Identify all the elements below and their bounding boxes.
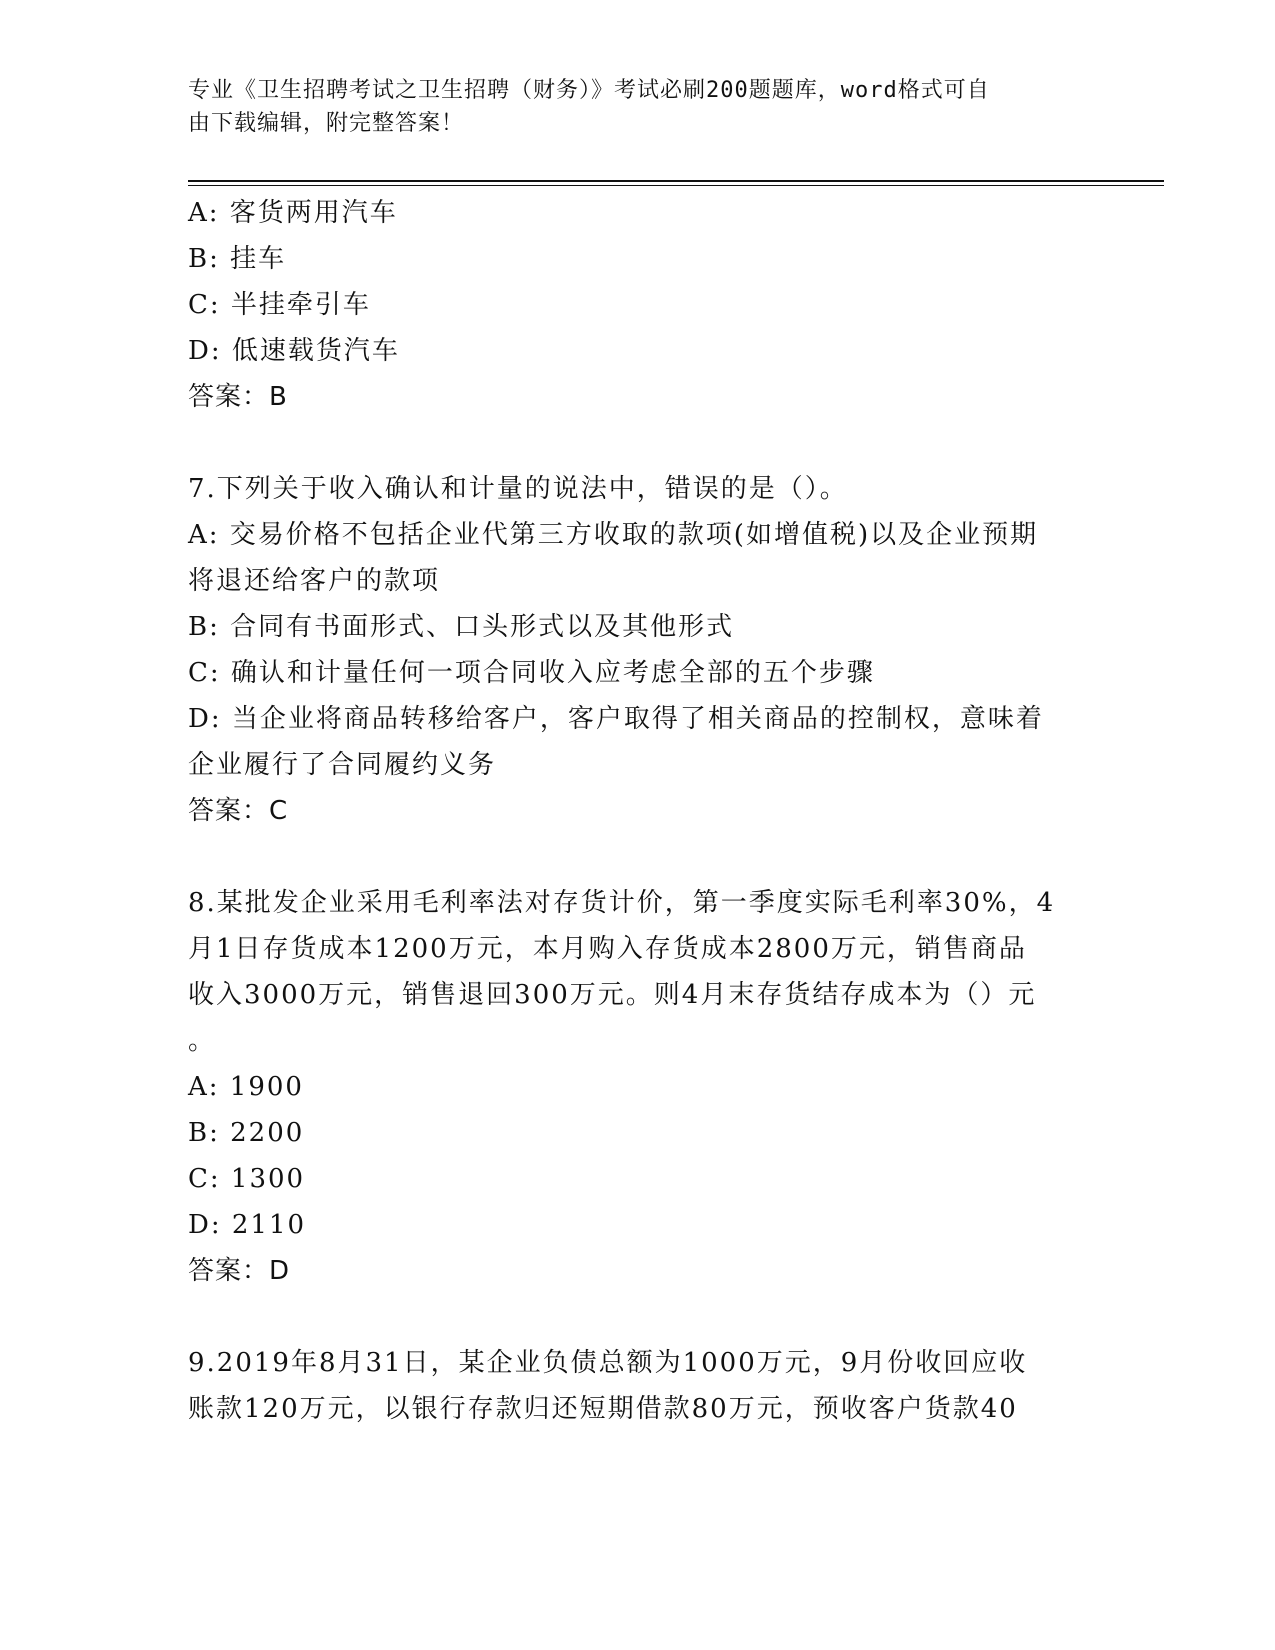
spacer <box>188 834 1088 880</box>
spacer <box>188 1294 1088 1340</box>
option-b: B: 挂车 <box>188 244 287 274</box>
option-a-continued: 将退还给客户的款项 <box>188 566 441 596</box>
header-divider-thin <box>188 185 1164 186</box>
answer: 答案：B <box>188 382 288 412</box>
answer: 答案：D <box>188 1256 291 1286</box>
option-d: D: 低速载货汽车 <box>188 336 400 366</box>
answer: 答案：C <box>188 796 289 826</box>
question-7 <box>188 466 1088 834</box>
spacer <box>188 420 1088 466</box>
question-stem-continued: 收入3000万元，销售退回300万元。则4月末存货结存成本为（）元 <box>188 980 1037 1010</box>
header-line-1: 专业《卫生招聘考试之卫生招聘（财务）》考试必刷200题题库，word格式可自 <box>188 78 990 103</box>
question-content <box>188 190 1088 1432</box>
question-8 <box>188 880 1088 1294</box>
header-line-2: 由下载编辑，附完整答案！ <box>188 111 465 136</box>
option-a: A: 交易价格不包括企业代第三方收取的款项(如增值税)以及企业预期 <box>188 520 1039 550</box>
option-a: A: 客货两用汽车 <box>188 198 398 228</box>
option-c: C: 1300 <box>188 1164 306 1194</box>
question-stem-continued: 。 <box>188 1026 217 1056</box>
question-stem-continued: 账款120万元，以银行存款归还短期借款80万元，预收客户货款40 <box>188 1394 1018 1424</box>
document-header <box>188 74 1088 140</box>
question-stem-continued: 月1日存货成本1200万元，本月购入存货成本2800万元，销售商品 <box>188 934 1027 964</box>
option-d-continued: 企业履行了合同履约义务 <box>188 750 497 780</box>
question-9 <box>188 1340 1088 1432</box>
question-6 <box>188 190 1088 420</box>
header-divider-thick <box>188 180 1164 182</box>
option-a: A: 1900 <box>188 1072 304 1102</box>
option-b: B: 合同有书面形式、口头形式以及其他形式 <box>188 612 735 642</box>
option-b: B: 2200 <box>188 1118 305 1148</box>
question-stem: 7.下列关于收入确认和计量的说法中，错误的是（）。 <box>188 474 848 504</box>
option-c: C: 半挂牵引车 <box>188 290 371 320</box>
option-c: C: 确认和计量任何一项合同收入应考虑全部的五个步骤 <box>188 658 875 688</box>
question-stem: 8.某批发企业采用毛利率法对存货计价，第一季度实际毛利率30%，4 <box>188 888 1056 918</box>
question-stem: 9.2019年8月31日，某企业负债总额为1000万元，9月份收回应收 <box>188 1348 1028 1378</box>
option-d: D: 当企业将商品转移给客户，客户取得了相关商品的控制权，意味着 <box>188 704 1044 734</box>
option-d: D: 2110 <box>188 1210 307 1240</box>
